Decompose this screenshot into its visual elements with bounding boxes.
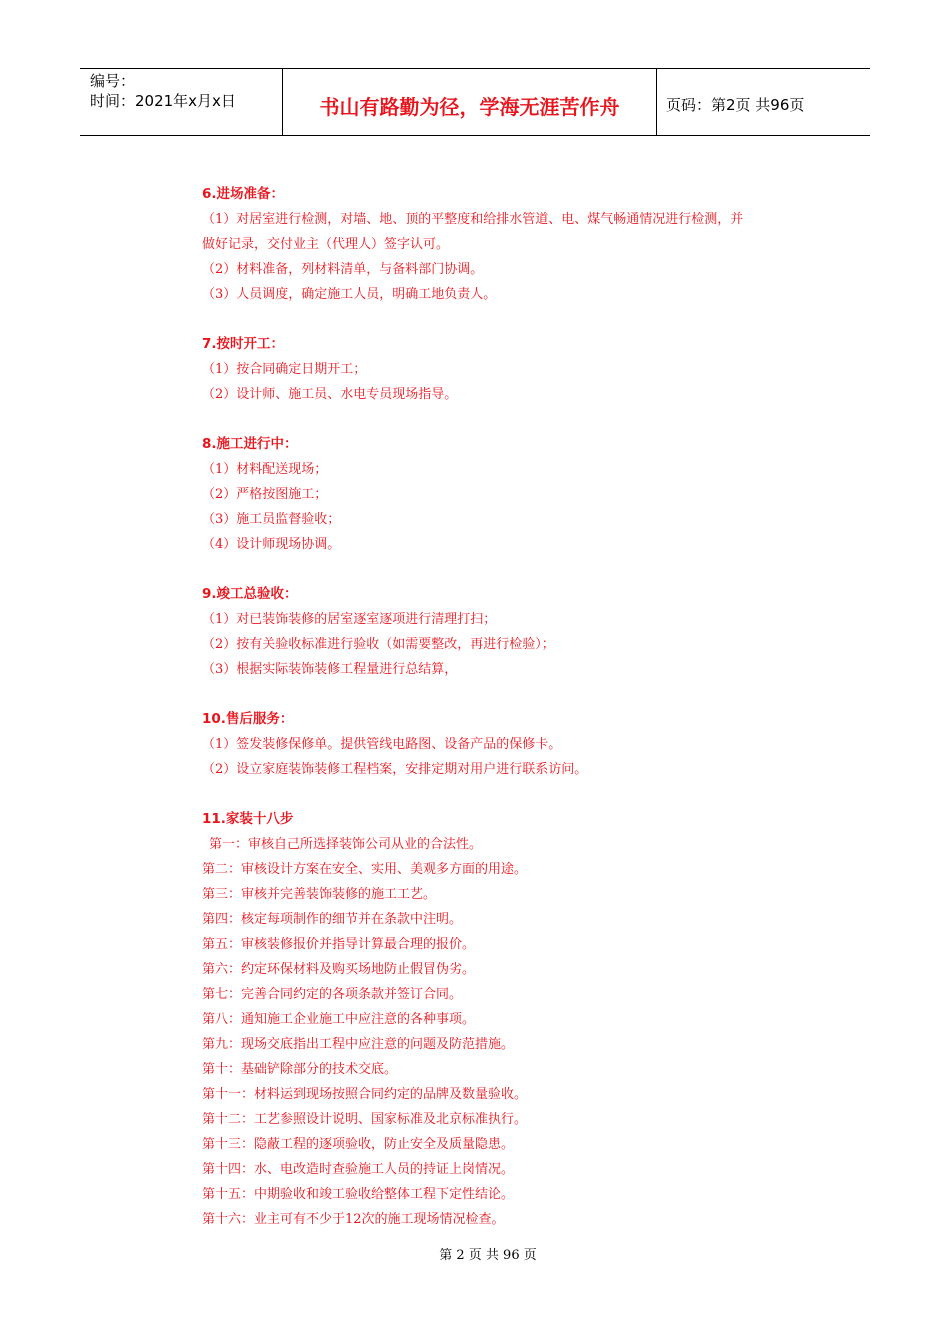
- section-9-line: （2）按有关验收标准进行验收（如需要整改，再进行检验）；: [202, 637, 555, 652]
- section-8-line: （1）材料配送现场；: [202, 462, 328, 477]
- page-footer: 第 2 页 共 96 页: [439, 1248, 537, 1263]
- step-line: 第七：完善合同约定的各项条款并签订合同。: [202, 987, 463, 1002]
- section-6-line: （3）人员调度，确定施工人员，明确工地负责人。: [202, 287, 497, 302]
- section-10-line: （2）设立家庭装饰装修工程档案，安排定期对用户进行联系访问。: [202, 762, 588, 777]
- section-9-line: （1）对已装饰装修的居室逐室逐项进行清理打扫；: [202, 612, 497, 627]
- step-line: 第十：基础铲除部分的技术交底。: [202, 1062, 398, 1077]
- section-title-8: 8.施工进行中：: [202, 436, 298, 452]
- section-7-line: （1）按合同确定日期开工；: [202, 362, 367, 377]
- section-8-line: （4）设计师现场协调。: [202, 537, 341, 552]
- section-title-9: 9.竣工总验收：: [202, 586, 298, 602]
- section-title-10: 10.售后服务：: [202, 711, 294, 727]
- step-line: 第十四：水、电改造时查验施工人员的持证上岗情况。: [202, 1162, 515, 1177]
- step-line: 第十五：中期验收和竣工验收给整体工程下定性结论。: [202, 1187, 515, 1202]
- step-line: 第十二：工艺参照设计说明、国家标准及北京标准执行。: [202, 1112, 528, 1127]
- section-7-line: （2）设计师、施工员、水电专员现场指导。: [202, 387, 458, 402]
- section-title-7: 7.按时开工：: [202, 336, 285, 352]
- section-6-line: 做好记录，交付业主（代理人）签字认可。: [202, 237, 450, 252]
- section-gap: [202, 682, 822, 707]
- section-10-line: （1）签发装修保修单。提供管线电路图、设备产品的保修卡。: [202, 737, 562, 752]
- section-8-line: （3）施工员监督验收；: [202, 512, 341, 527]
- section-gap: [202, 557, 822, 582]
- section-8-line: （2）严格按图施工；: [202, 487, 328, 502]
- section-6-line: （2）材料准备，列材料清单，与备料部门协调。: [202, 262, 484, 277]
- section-gap: [202, 782, 822, 807]
- step-line: 第一：审核自己所选择装饰公司从业的合法性。: [209, 837, 483, 852]
- section-title-11: 11.家装十八步: [202, 811, 294, 827]
- step-line: 第十一：材料运到现场按照合同约定的品牌及数量验收。: [202, 1087, 528, 1102]
- step-line: 第九：现场交底指出工程中应注意的问题及防范措施。: [202, 1037, 515, 1052]
- header-motto: 书山有路勤为径，学海无涯苦作舟: [283, 69, 657, 135]
- section-gap: [202, 407, 822, 432]
- step-line: 第三：审核并完善装饰装修的施工工艺。: [202, 887, 437, 902]
- step-line: 第五：审核装修报价并指导计算最合理的报价。: [202, 937, 476, 952]
- header-page-number: 页码：第2页 共96页: [666, 95, 805, 114]
- section-6-line: （1）对居室进行检测，对墙、地、顶的平整度和给排水管道、电、煤气畅通情况进行检测，并: [202, 212, 744, 227]
- step-line: 第十六：业主可有不少于12次的施工现场情况检查。: [202, 1212, 505, 1227]
- page-header: [80, 68, 870, 136]
- step-line: 第二：审核设计方案在安全、实用、美观多方面的用途。: [202, 862, 528, 877]
- step-line: 第六：约定环保材料及购买场地防止假冒伪劣。: [202, 962, 476, 977]
- header-meta: [80, 69, 283, 135]
- section-title-6: 6.进场准备：: [202, 186, 285, 202]
- step-line: 第八：通知施工企业施工中应注意的各种事项。: [202, 1012, 476, 1027]
- document-time-label: 时间：2021年x月x日: [90, 92, 236, 110]
- step-line: 第十三：隐蔽工程的逐项验收，防止安全及质量隐患。: [202, 1137, 515, 1152]
- document-body: [202, 182, 822, 1232]
- section-gap: [202, 307, 822, 332]
- document-number-label: 编号：: [90, 72, 136, 90]
- step-line: 第四：核定每项制作的细节并在条款中注明。: [202, 912, 463, 927]
- section-9-line: （3）根据实际装饰装修工程量进行总结算，: [202, 662, 458, 677]
